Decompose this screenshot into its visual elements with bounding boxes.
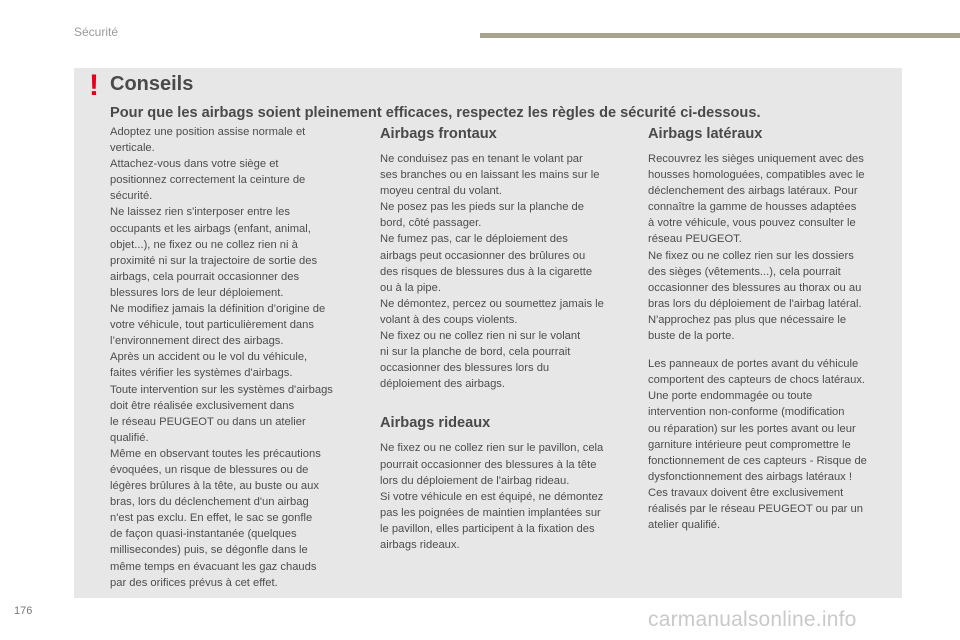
curtain-airbags-heading: Airbags rideaux bbox=[380, 415, 491, 432]
column-side bbox=[648, 125, 898, 533]
general-advice-text: Adoptez une position assise normale et verticale. Attachez-vous dans votre siège et positionnez correctement la ceinture de sécurité. Ne laissez rien s'interposer entre les occupants et les airbags (enfant, animal, objet...), ne fixez ou ne collez rien ni à proximité ni sur la trajectoire de sortie des airbags, cela pourrait occasionner des blessures lors de leur déploiement. Ne modifiez jamais la définition d’origine de votre véhicule, tout particulièrement dans l’environnement direct des airbags. Après un accident ou le vol du véhicule, faites vérifier les systèmes d'airbags. Toute intervention sur les systèmes d'airbags doit être réalisée exclusivement dans le réseau PEUGEOT ou dans un atelier qualifié. Même en observant toutes les précautions évoquées, un risque de blessures ou de légères brûlures à la tête, au buste ou aux bras, lors du déclenchement d'un airbag n'est pas exclu. En effet, le sac se gonfle de façon quasi-instantanée (quelques millisecondes) puis, se dégonfle dans le même temps en évacuant les gaz chauds par des orifices prévus à cet effet. bbox=[110, 126, 333, 589]
frontal-airbags-heading: Airbags frontaux bbox=[380, 126, 497, 142]
panel-subtitle: Pour que les airbags soient pleinement efficaces, respectez les règles de sécurité ci-dessous. bbox=[110, 105, 761, 121]
side-sensors-text: Les panneaux de portes avant du véhicule comportent des capteurs de chocs latéraux. Une porte endommagée ou toute intervention non-conforme (modification ou réparation) sur les portes avant ou leur garniture intérieure peut compromettre le fonctionnement de ces capteurs - Risque de dysfonctionnement des airbags latéraux ! Ces travaux doivent être exclusivement réalisés par le réseau PEUGEOT ou par un atelier qualifié. bbox=[648, 358, 867, 532]
exclamation-icon: ! bbox=[89, 69, 99, 102]
panel-title: Conseils bbox=[110, 73, 194, 95]
side-airbags-heading: Airbags latéraux bbox=[648, 126, 763, 142]
curtain-airbags-text: Ne fixez ou ne collez rien sur le pavillon, cela pourrait occasionner des blessures à la tête lors du déploiement de l'airbag rideau. Si votre véhicule en est équipé, ne démontez pas les poignées de maintien implantées sur le pavillon, elles participent à la fixation des airbags rideaux. bbox=[380, 442, 604, 551]
frontal-airbags-text: Ne conduisez pas en tenant le volant par ses branches ou en laissant les mains sur le moyeu central du volant. Ne posez pas les pieds sur la planche de bord, côté passager. Ne fumez pas, car le déploiement des airbags peut occasionner des brûlures ou des risques de blessures dus à la cigarette ou à la pipe. Ne démontez, percez ou soumettez jamais le volant à des coups violents. Ne fixez ou ne collez rien ni sur le volant ni sur la planche de bord, cela pourrait occasionner des blessures lors du déploiement des airbags. bbox=[380, 153, 604, 391]
section-label: Sécurité bbox=[74, 25, 119, 39]
watermark: carmanualsonline.info bbox=[648, 608, 857, 631]
page-number: 176 bbox=[14, 605, 33, 617]
side-airbags-text: Recouvrez les sièges uniquement avec des housses homologuées, compatibles avec le déclenchement des airbags latéraux. Pour connaître la gamme de housses adaptées à votre véhicule, vous pouvez consulter le réseau PEUGEOT. Ne fixez ou ne collez rien sur les dossiers des sièges (vêtements...), cela pourrait occasionner des blessures au thorax ou au bras lors du déploiement de l'airbag latéral. N'approchez pas plus que nécessaire le buste de la porte. bbox=[648, 153, 865, 343]
column-general bbox=[110, 124, 356, 591]
header-rule bbox=[480, 33, 960, 38]
column-frontal-curtain bbox=[380, 125, 630, 553]
